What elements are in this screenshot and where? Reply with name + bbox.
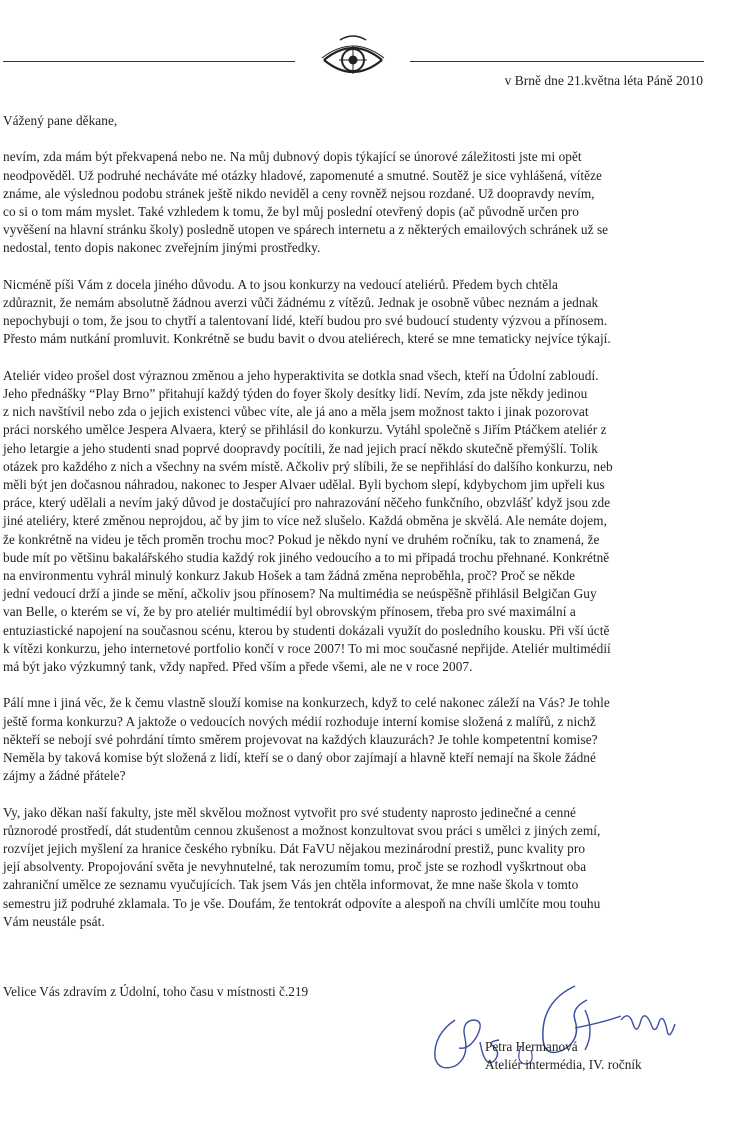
text-line: van Belle, o kterém se ví, že by pro ateliér multimédií byl obrovským přínosem, třeba pro své maximální a [3,604,576,620]
paragraph-5 [3,804,703,931]
eye-icon [318,34,388,84]
letter-body [3,112,703,949]
letter-greeting: Vážený pane děkane, [3,113,118,128]
header-rule-left [3,61,295,62]
text-line: Vám neustále psát. [3,913,105,929]
text-line: ještě forma konkurzu? A jaktože o vedoucích nových médií rozhoduje interní komise složená z malířů, z nichž [3,713,596,729]
text-line: rozvíjet jejich myšlení za hranice českého rybníku. Dát FaVU nějakou mezinárodní prestiž, punc kvality pro [3,841,586,857]
text-line: že konkrétně na videu je těch proměn trochu moc? Pokud je někdo nyní ve druhém ročníku, tak to znamená, že [3,531,600,547]
paragraph-1 [3,148,703,257]
text-line: zahraniční umělce ze seznamu vyučujících. Tak jsem Vás jen chtěla informovat, že mne naše škola v tomto [3,877,579,893]
text-line: známe, ale výslednou podobu stránek ještě nikdo neviděl a ceny rovněž nejsou rozdané. Už doopravdy nevím, [3,185,595,201]
paragraph-3 [3,367,703,676]
text-line: má být jako výzkumný tank, vždy napřed. Před vším a přede všemi, ale ne v roce 2007. [3,659,473,675]
text-line: Ateliér video prošel dost výraznou změnou a jeho hyperaktivita se dotkla snad všech, kteří na Údolní zabloudí. [3,367,599,383]
text-line: jední vedoucí drží a jinde se mění, ačkoliv jsou přínosem? Na multimédia se neúspěšně přihlásil Belgičan Guy [3,586,597,602]
text-line: Vy, jako děkan naší fakulty, jste měl skvělou možnost vytvořit pro své studenty naprosto jedinečné a cenné [3,804,576,820]
text-line: otázek pro každého z nich a všechny na svém místě. Ačkoliv prý slíbili, že se nepřihlásí do dalšího konkurzu, neb [3,458,613,474]
text-line: co si o tom mám myslet. Také vzhledem k tomu, že byl můj poslední otevřený dopis (ač původně určen pro [3,204,579,219]
text-line: Jeho přednášky “Play Brno” přitahují každý týden do foyer školy desítky lidí. Nevím, zda jste někdy jedinou [3,386,588,401]
text-line: jeho letargie a jeho studenti snad poprvé doopravdy pocítili, že nad jejich prací někdo skutečně přemýšlí. Tolik [3,440,598,456]
text-line: vyvěšení na hlavní stránku školy) posledně utopen ve spárech internetu a z některých emailových schránek už se [3,222,609,238]
signatory-block [485,1038,642,1074]
signatory-name: Petra Hermanová [485,1039,578,1054]
text-line: nepochybuji o tom, že jsou to chytří a talentovaní lidé, kteří budou pro své budoucí studenty výzvou a přínosem. [3,313,608,329]
text-line: bude mít po většinu bakalářského studia každý rok jiného vedoucího a to mi připadá trochu přehnané. Konkrétně [3,549,610,565]
text-line: Pálí mne i jiná věc, že k čemu vlastně slouží komise na konkurzech, když to celé nakonec záleží na Vás? Je tohle [3,695,610,711]
text-line: neodpověděl. Už podruhé necháváte mé otázky hladové, zapomenuté a smutné. Soutěž je sice vyhlášená, vítěze [3,167,602,183]
text-line: nedostal, tento dopis nakonec zveřejním jinými prostředky. [3,240,321,256]
letter-date: v Brně dne 21.května léta Páně 2010 [504,73,703,88]
text-line: z nich navštívil nebo zda o jejich existenci vůbec víte, ale já ano a měla jsem možnost takto i jinak pozorovat [3,404,589,420]
text-line: někteří se nebojí své pohrdání tímto směrem projevovat na každých klauzurách? Je tohle kompetentní komise? [3,731,598,747]
signatory-affiliation: Ateliér intermédia, IV. ročník [485,1057,642,1073]
text-line: práci norského umělce Jespera Alvaera, který se přihlásil do konkurzu. Vytáhl společně s Jiřím Ptáčkem ateliér z [3,422,607,438]
text-line: různorodé prostředí, dát studentům cennou zkušenost a možnost konzultovat svou práci s umělci z jiných zemí, [3,822,601,838]
paragraph-4 [3,694,703,785]
text-line: zájmy a žádné přátele? [3,768,126,784]
text-line: měli být jen dočasnou náhradou, nakonec to Jesper Alvaer udělal. Byli bychom slepí, kdybychom jim upřeli kus [3,477,605,493]
text-line: její absolventy. Propojování světa je nevyhnutelné, tak nerozumím tomu, proč jste se rozhodl vyškrtnout oba [3,859,587,875]
text-line: jiné ateliéry, které změnou neprojdou, ač by jim to více než slušelo. Každá obměna je skvělá. Ale nemáte dojem, [3,513,607,529]
text-line: Přesto mám nutkání promluvit. Konkrétně se budu bavit o dvou ateliérech, které se mne tematicky nejvíce týkají. [3,331,611,347]
text-line: nevím, zda mám být překvapená nebo ne. Na můj dubnový dopis týkající se únorové záležitosti jste mi opět [3,149,582,165]
text-line: k vítězi konkurzu, jeho internetové portfolio končí v roce 2007! To mi moc současné nepřijde. Ateliér multimédií [3,640,611,656]
text-line: na environmentu vyhrál minulý konkurz Jakub Hošek a tam žádná změna neproběhla, proč? Proč se někde [3,568,576,584]
text-line: zdůraznit, že nemám absolutně žádnou averzi vůči žádnému z vítězů. Jednak je osobně vůbec neznám a jednak [3,295,599,310]
text-line: Neměla by taková komise být složená z lidí, kteří se o daný obor zajímají a hlavně kteří nemají na škole žádné [3,750,596,766]
paragraph-2 [3,276,703,349]
text-line: entuziastické napojení na současnou scénu, kterou by studenti dokázali využít do posledního kousku. Při vší úctě [3,622,610,638]
text-line: Nicméně píši Vám z docela jiného důvodu. A to jsou konkurzy na vedoucí ateliérů. Předem bych chtěla [3,276,558,292]
text-line: semestru již podruhé zklamala. To je vše. Doufám, že tentokrát odpovíte a alespoň na chvíli umlčíte mou touhu [3,895,601,911]
text-line: práce, který udělali a nevím jaký důvod je dostačující pro nahrazování něčeho funkčního, obzvlášť když jsou zde [3,495,611,511]
header-rule-right [410,61,704,62]
letter-closing: Velice Vás zdravím z Údolní, toho času v místnosti č.219 [3,984,309,999]
